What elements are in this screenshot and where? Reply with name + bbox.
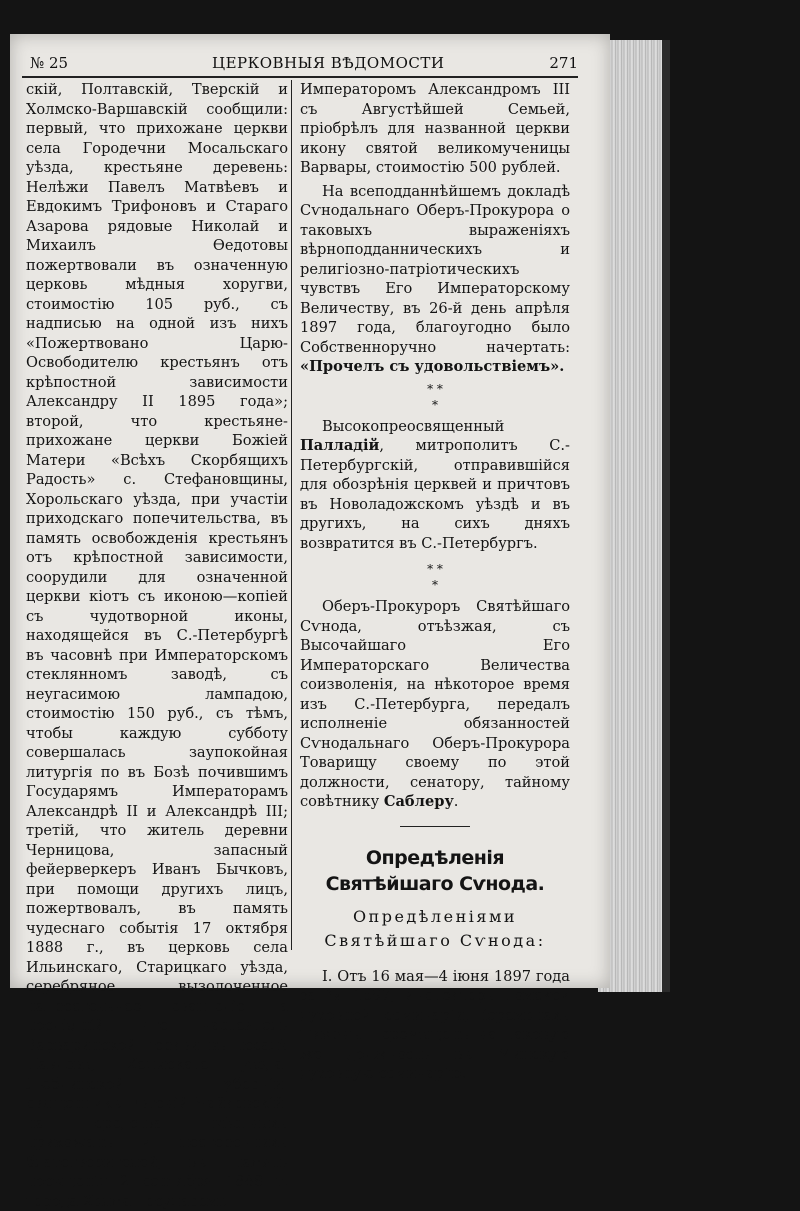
header-rule	[22, 76, 578, 78]
column-divider	[291, 80, 292, 950]
paragraph-continuation: Императоромъ Александромъ III съ Августѣйшей Семьей, пріобрѣлъ для названной церкви икону святой великомученицы Варвары, стоимостію 500 рублей.	[300, 81, 570, 176]
imperial-resolution: «Прочелъ съ удовольствіемъ».	[300, 358, 565, 375]
book-cover-edge	[662, 40, 670, 992]
decision-end: перемѣщенъ на таковую же должность въ Минскую духовную семинарію.	[300, 1026, 570, 1082]
issue-number: № 25	[30, 54, 69, 72]
ober-procurator-text: Оберъ-Прокуроръ Святѣйшаго Сѵнода, отъѣзжая, съ Высочайшаго Его Императорскаго Величества соизволенія, на нѣкоторое время изъ С.-Петербурга, передалъ исполненіе обязанностей Сѵнодальнаго Оберъ-Прокурора Товарищу своему по этой должности, сенатору, тайному совѣтнику	[300, 598, 570, 810]
paragraph-end: .	[453, 793, 459, 810]
subsection-title: Опредѣленіями Святѣйшаго Сѵнода:	[324, 906, 546, 950]
decision-text: I. Отъ 16 мая—4 іюня 1897 года за № 1597, инспекторъ Томской духовной семинаріи, іеромонахъ	[300, 967, 570, 1024]
left-column	[26, 80, 288, 1211]
left-column-text: скій, Полтавскій, Тверскій и Холмско-Варшавскій сообщили: первый, что прихожане церкви села Городечни Мосальскаго уѣзда, крестьяне деревень: Нелѣжи Павелъ Матвѣевъ и Евдокимъ Трифоновъ и Стараго Азарова рядовые Николай и Михаилъ Ѳедотовы пожертвовали въ означенную церковь мѣдныя хоругви, стоимостію 105 руб., съ надписью на одной изъ нихъ «Пожертвовано Царю-Освободителю крестьянъ отъ крѣпостной зависимости Александру II 1895 года»; второй, что крестьяне-прихожане церкви Божіей Матери «Всѣхъ Скорбящихъ Радость» с. Стефановщины, Хорольскаго уѣзда, при участіи приходскаго попечительства, въ память освобожденія крестьянъ отъ крѣпостной зависимости, соорудили для означенной церкви кіотъ съ иконою—копіей съ чудотворной иконы, находящейся въ С.-Петербургѣ въ часовнѣ при Императорскомъ стеклянномъ заводѣ, съ неугасимою лампадою, стоимостію 150 руб., съ тѣмъ, чтобы каждую субботу совершалась заупокойная литургія по въ Бозѣ почившимъ Государямъ Императорамъ Александрѣ II и Александрѣ III; третій, что житель деревни Черницова, запасный фейерверкеръ Иванъ Бычковъ, при помощи другихъ лицъ, пожертвовалъ, въ память чудеснаго событія 17 октября 1888 г., въ церковь села Ильинскаго, Старицкаго уѣзда, серебряное вызолоченное напрестольное евангеліе, а послѣдній, что настоятель Варваринской церкви въ посадѣ Павловѣ, Холмскаго уѣзда, Люблинской губерніи, священникъ Евгеній Чайковскій, на средства мѣстныхъ прихожанъ и постороннихъ благотворителей, въ память посѣщенія 2 сентября 1888 г. города Холма Государемъ	[26, 81, 288, 1210]
section-rule	[400, 826, 470, 827]
asterism-separator: * * *	[427, 381, 443, 412]
metropolitan-post: , митрополитъ С.-Петербургскій, отправившійся для обозрѣнія церквей и причтовъ въ Новоладожскомъ уѣздѣ и въ другихъ, на сихъ дняхъ возвратится въ С.-Петербургъ.	[300, 437, 570, 552]
end-dash: —	[427, 1090, 443, 1108]
page-number: 271	[549, 54, 578, 72]
section-title: Опредѣленія Святѣйшаго Сѵнода.	[325, 846, 545, 895]
sabler-name: Саблеру	[383, 793, 454, 810]
metropolitan-name: Палладій	[300, 437, 380, 454]
paragraph-ober-procurator	[300, 597, 570, 812]
paragraph-report	[300, 182, 570, 377]
paragraph-metropolitan	[300, 417, 570, 554]
right-column	[300, 80, 570, 1109]
running-header	[22, 52, 582, 74]
journal-title: ЦЕРКОВНЫЯ ВѢДОМОСТИ	[212, 54, 445, 72]
tikhon-name: Тихонъ	[300, 1026, 362, 1043]
document-page	[10, 34, 610, 1210]
paragraph-decision	[300, 967, 570, 1084]
metropolitan-pre: Высокопреосвященный	[322, 417, 505, 435]
report-text: На всеподданнѣйшемъ докладѣ Сѵнодальнаго Оберъ-Прокурора о таковыхъ выраженіяхъ вѣрноподданническихъ и религіозно-патріотическихъ чувствъ Его Императорскому Величеству, въ 26-й день апрѣля 1897 года, благоугодно было Собственноручно начертать:	[300, 182, 570, 356]
asterism-separator: * * *	[427, 562, 443, 592]
